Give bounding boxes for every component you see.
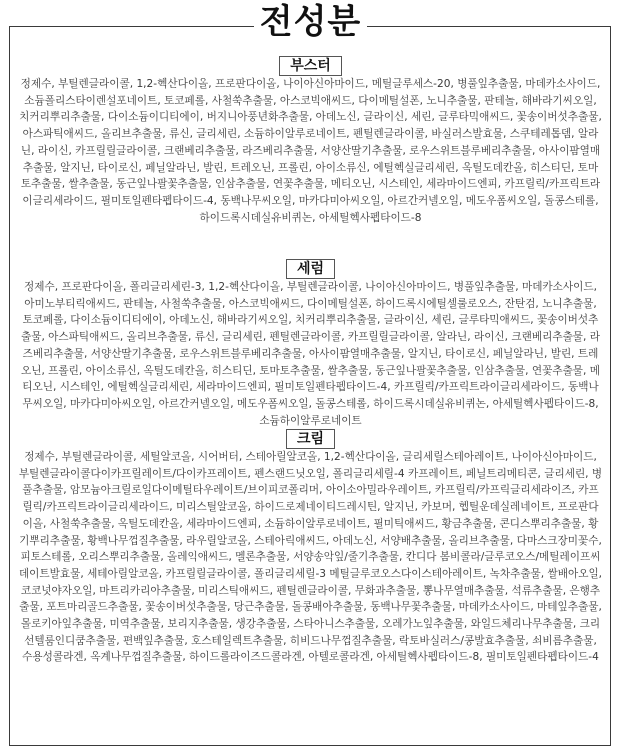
section-heading-cream <box>0 428 621 449</box>
page-title <box>0 2 621 42</box>
page-title-text: 전성분 <box>254 2 368 42</box>
section-heading-serum <box>0 258 621 279</box>
section-heading-label: 세럼 <box>286 259 335 279</box>
ingredients-booster: 정제수, 부틸렌글라이콜, 1,2-헥산다이올, 프로판다이올, 나이아신아마이드, 메틸글루세스-20, 병풀잎추출물, 마데카소사이드, 소듐폴리스타이렌설포네이트, 토코페롤, 사철쑥추출물, 아스코빅애씨드, 다이메틸설폰, 노니추출물, 판테놀, 해바라기씨오일, 치커리뿌리추출물, 다이소듐이디티에이, 버지니아풍년화추출물, 아데노신, 글라이신, 세린, 글루타믹애씨드, 꽃송이버섯추출물, 아스파틱애씨드, 올리브추출물, 류신, 글리세린, 소듐하이알루로네이트, 펜틸렌글라이콜, 바실러스발효물, 스쿠테레톱뎀, 알라닌, 라이신, 카프릴릴글라이콜, 크랜베리추출물, 라즈베리추출물, 서양산딸기추출물, 로우스위트블루베리추출물, 아사이팜열매추출물, 알지닌, 타이로신, 페닐알라닌, 발린, 트레오닌, 프롤린, 아이소류신, 에틸헥실글리세린, 옥틸도데칸올, 히스티딘, 토마토추출물, 쌀추출물, 동근잎나팔꽃추출물, 인삼추출물, 연꽃추출물, 메티오닌, 시스테인, 세라마이드엔피, 카프릴릭/카프릭트라이글리세라이드, 필미토일펜타펩타이드-4, 동백나무씨오일, 마카다미아씨오일, 아르간커넬오일, 메도우폼씨오일, 돌콩스테롤, 하이드록시데실유비퀴논, 아세틸헥사펩타이드-8 <box>19 78 602 224</box>
ingredients-serum: 정제수, 프로판다이올, 폴리글리세린-3, 1,2-헥산다이올, 부틸렌글라이콜, 나이아신아마이드, 병풀잎추출물, 마데카소사이드, 아미노부티릭애씨드, 판테놀, 사철쑥추출물, 아스코빅애씨드, 다이메틸설폰, 하이드록시에틸셀룰로오스, 잔탄검, 노니추출물, 토코페롤, 다이소듐이디티에이, 아데노신, 해바라기씨오일, 치커리뿌리추출물, 글라이신, 세린, 글루타믹애씨드, 꽃송이버섯추출물, 아스파틱애씨드, 올리브추출물, 류신, 글리세린, 펜틸렌글라이콜, 카프릴릴글라이콜, 알라닌, 라이신, 크랜베리추출물, 라즈베리추출물, 서양산딸기추출물, 로우스위트블루베리추출물, 아사이팜열매추출물, 알지닌, 타이로신, 페닐알라닌, 발린, 트레오닌, 프롤린, 아이소류신, 옥틸도데칸올, 히스티딘, 토마토추출물, 쌀추출물, 동근잎나팔꽃추출물, 인삼추출물, 연꽃추출물, 메티오닌, 시스테인, 에틸헥실글리세린, 세라마이드엔피, 필미토일펜타펩타이드-4, 카프릴릭/카프릭트라이글리세라이드, 동백나무씨오일, 마카다미아씨오일, 아르간커넬오일, 메도우폼씨오일, 돌콩스테롤, 하이드록시데실유비퀴논, 아세틸헥사펩타이드-8, 소듐하이알루로네이트 <box>20 281 601 427</box>
section-heading-label: 크림 <box>286 429 335 449</box>
section-heading-label: 부스터 <box>279 56 342 76</box>
section-heading-booster <box>0 55 621 76</box>
ingredients-cream: 정제수, 부틸렌글라이콜, 세틸알코올, 시어버터, 스테아릴알코올, 1,2-헥산다이올, 글리세릴스테아레이트, 나이아신아마이드, 부틸렌글라이콜다이카프릴레이트/다이카프레이트, 펜스랜드닛오일, 폴리글리세릴-4 카프레이트, 페닐트리메티콘, 글리세린, 병풀추출물, 암모늄아크릴로일다이메틸타우레이트/브이피코폴리머, 아이소아밀라우레이트, 카프릴릭/카프릭글리세라이즈, 카프릴릭/카프릭트라이글리세라이드, 미리스틸알코올, 하이드로제네이티드레시틴, 알지닌, 카보머, 헵틸운데실레네이트, 프로판다이올, 사철쑥추출물, 옥틸도데칸올, 세라마이드엔피, 소듐하이알루로네이트, 필미틱애씨드, 황금추출물, 콘디스뿌리추출물, 황기뿌리추출물, 황백나무껍질추출물, 라우릴알코올, 스테아릭애씨드, 아데노신, 서양배추출물, 올리브추출물, 다마스크장미꽃수, 피토스테롤, 오리스뿌리추출물, 올레익애씨드, 멜론추출물, 서양송악잎/줄기추출물, 칸디다 봄비콜라/글루코오스/메틸레이프씨데이트발효물, 세테아릴알코올, 카프릴릴글라이콜, 폴리글리세릴-3 메틸글루코오스다이스테아레이트, 녹차추출물, 쌀배아오일, 코코넛야자오일, 마트리카리아추출물, 미리스틱애씨드, 펜틸렌글라이콜, 무화과추출물, 뽕나무열매추출물, 석류추출물, 은행추출물, 포트마리골드추출물, 꽃송이버섯추출물, 당근추출물, 돌콩배아추출물, 동백나무꽃추출물, 마데카소사이드, 마테잎추출물, 몰로키아잎추출물, 미역추출물, 보리지추출물, 생강추출물, 스타아니스추출물, 오레가노잎추출물, 와일드체리나무추출물, 크리선텔룸인디쿰추출물, 편백잎추출물, 호스테일렉트추출물, 히비드나무껍질추출물, 락토바실러스/콩발효추출물, 쇠비름추출물, 수용성콜라겐, 옥계나무껍질추출물, 하이드롤라이즈드콜라겐, 아텔로콜라겐, 아세틸헥사펩타이드-8, 필미토일펜타펩타이드-4 <box>18 451 603 664</box>
